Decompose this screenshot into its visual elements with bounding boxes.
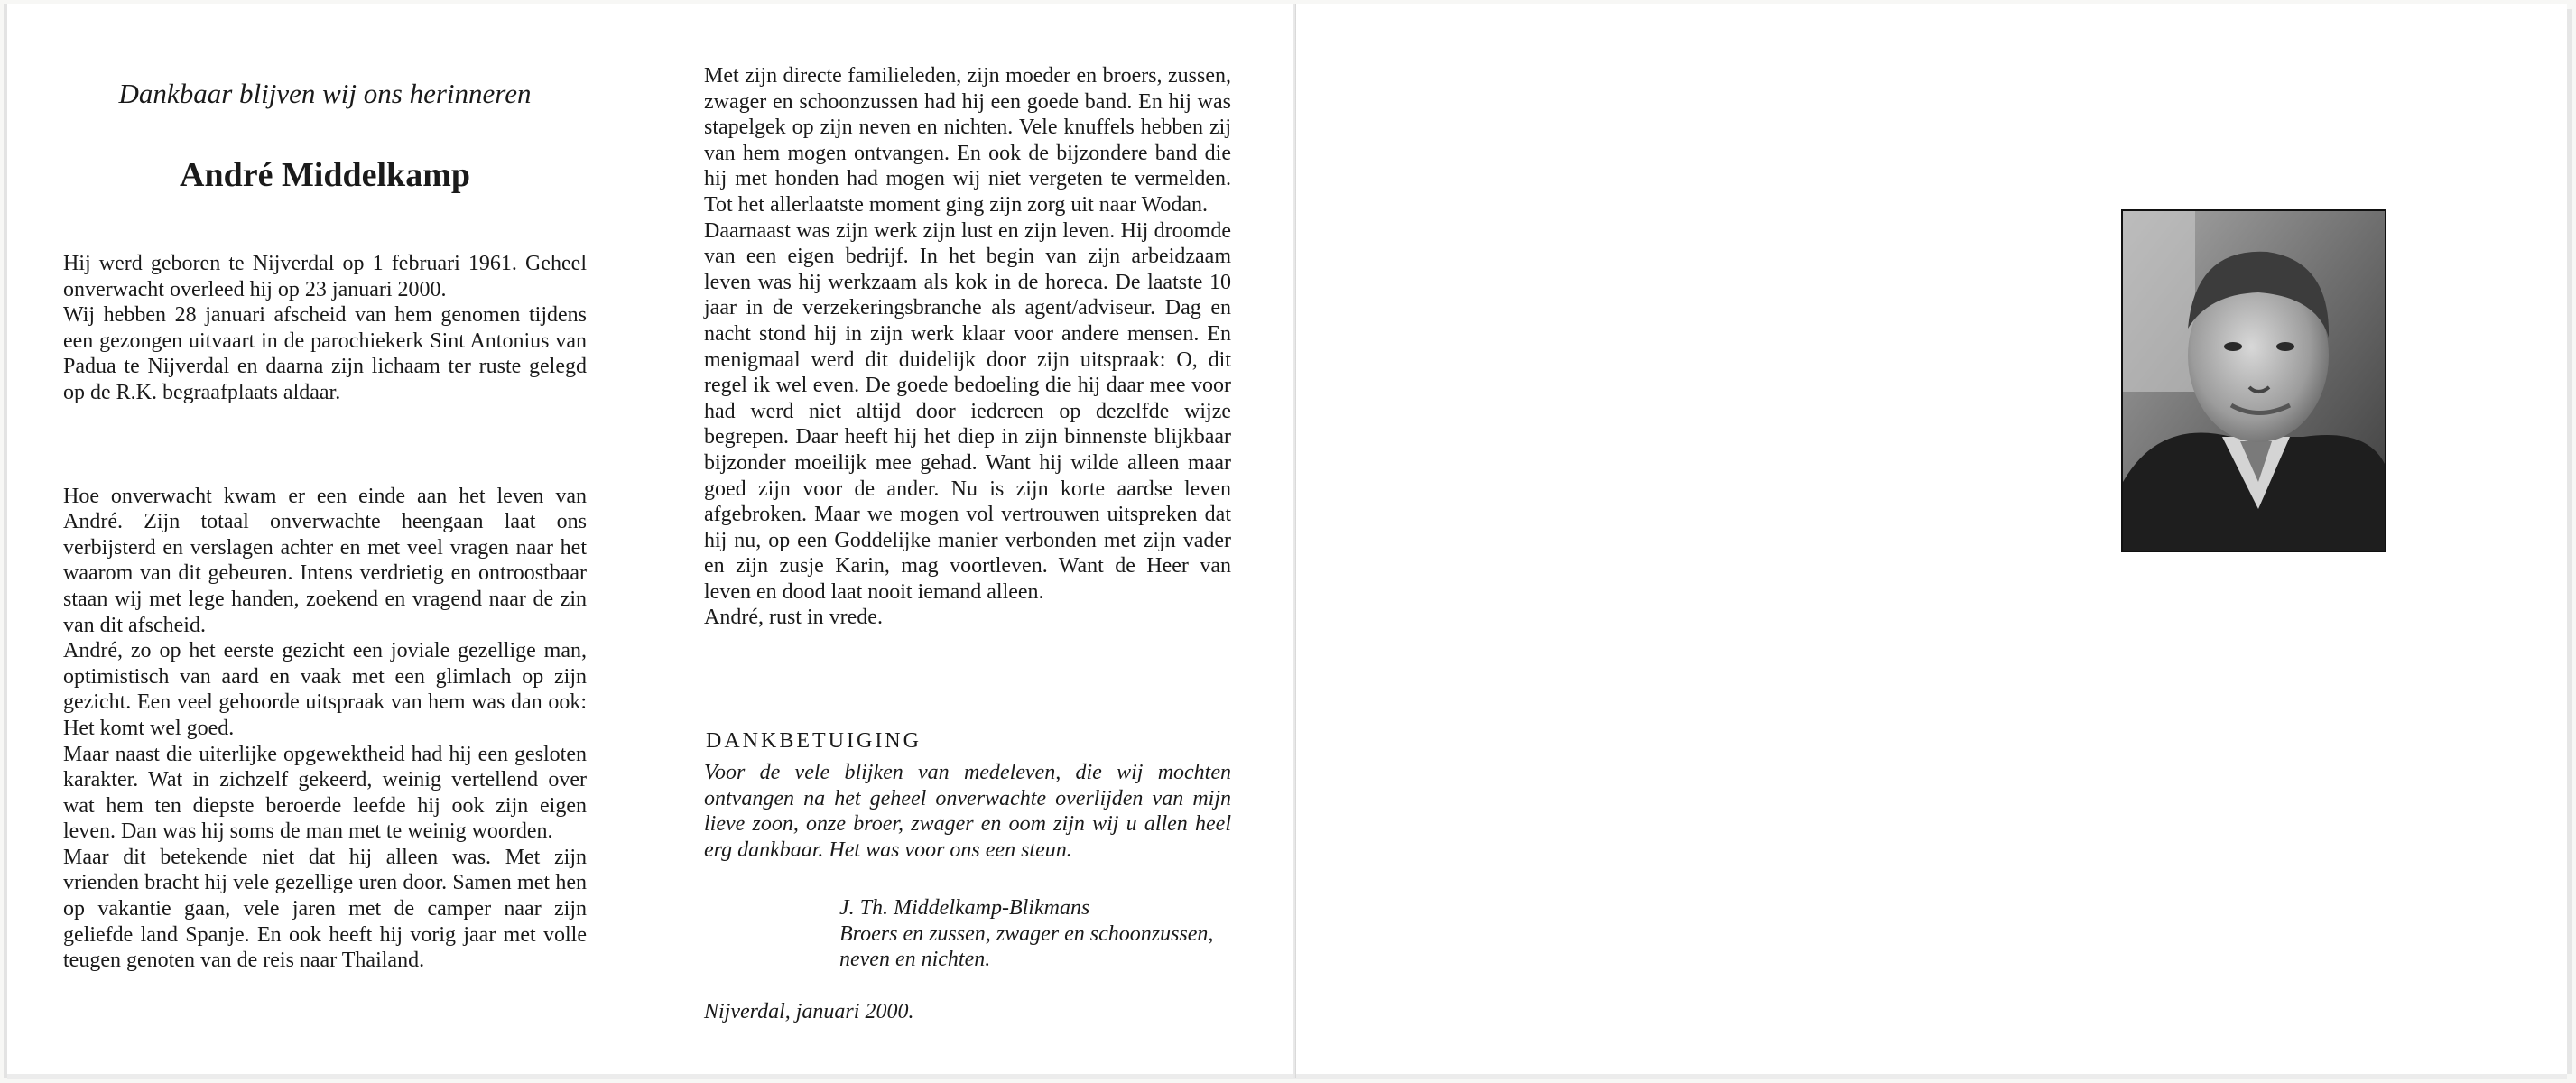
acknowledgement-heading: DANKBETUIGING: [706, 729, 922, 753]
paragraph-birth: Hij werd geboren te Nijverdal op 1 februari 1961. Geheel onverwacht overleed hij op 23 januari 2000.: [63, 252, 587, 301]
paragraph-unexpected: Hoe onverwacht kwam er een einde aan het leven van André. Zijn totaal onverwachte heengaan laat ons verbijsterd en verslagen achter en met veel vragen naar het waarom van dit gebeuren. Intens verdrietig en ontroostbaar staan wij met lege handen, zoekend en vragend naar de zin van dit afscheid.: [63, 484, 587, 637]
signature-line: Broers en zussen, zwager en schoonzussen,: [839, 921, 1214, 946]
paragraph-closed-nature: Maar naast die uiterlijke opgewektheid had hij een gesloten karakter. Wat in zichzelf gekeerd, weinig vertellend over wat hem ten diepste beroerde leefde hij ook zijn eigen leven. Dan was hij soms de man met te weinig woorden.: [63, 742, 587, 844]
card-left-edge: [4, 4, 7, 1078]
card-motto: Dankbaar blijven wij ons herinneren: [118, 78, 532, 109]
paragraph-farewell: André, rust in vrede.: [704, 606, 883, 630]
left-text-column: [63, 251, 587, 974]
right-text-column: [704, 63, 1231, 631]
paragraph-friends: Maar dit betekende niet dat hij alleen was. Met zijn vrienden bracht hij vele gezellige uren door. Samen met hen op vakantie gaan, vele jaren met de camper naar zijn geliefde land Spanje. En ook heeft hij vorig jaar met volle teugen genoten van de reis naar Thailand.: [63, 845, 587, 973]
card-bottom-edge: [7, 1074, 2567, 1079]
paragraph-work: Daarnaast was zijn werk zijn lust en zijn leven. Hij droomde van een eigen bedrijf. In het begin van zijn arbeidzaam leven was hij werkzaam als kok in de horeca. De laatste 10 jaar in de verzekeringsbranche als agent/adviseur. Dag en nacht stond hij in zijn werk klaar voor andere mensen. En menigmaal werd dit duidelijk door zijn uitspraak: O, dit regel ik wel even. De goede bedoeling die hij daar mee voor had werd niet altijd door iedereen op dezelfde wijze begrepen. Daar heeft hij het diep in zijn binnenste blijkbaar bijzonder moeilijk mee gehad. Want hij wilde alleen maar goed zijn voor de ander. Nu is zijn korte aardse leven afgebroken. Maar we mogen vol vertrouwen uitspreken dat hij nu, op een Goddelijke manier verbonden met zijn vader en zijn zusje Karin, mag voortleven. Want de Heer van leven en dood laat nooit iemand alleen.: [704, 218, 1231, 604]
place-date: Nijverdal, januari 2000.: [704, 1000, 914, 1023]
acknowledgement-text: Voor de vele blijken van medeleven, die wij mochten ontvangen na het geheel onverwachte overlijden van mijn lieve zoon, onze broer, zwager en oom zijn wij u allen heel erg dankbaar. Het was voor ons een steun.: [704, 761, 1231, 862]
paragraph-family: Met zijn directe familieleden, zijn moeder en broers, zussen, zwager en schoonzussen had hij een goede band. En hij was stapelgek op zijn neven en nichten. Vele knuffels hebben zij van hem mogen ontvangen. En ook de bijzondere band die hij met honden had mogen wij niet vergeten te vermelden. Tot het allerlaatste moment ging zijn zorg uit naar Wodan.: [704, 64, 1231, 217]
signature-line: neven en nichten.: [839, 948, 991, 972]
portrait-illustration: [2123, 211, 2385, 551]
card-fold: [1293, 4, 1296, 1078]
signature-line: J. Th. Middelkamp-Blikmans: [839, 896, 1090, 920]
card-right-edge: [2567, 9, 2572, 1074]
paragraph-character: André, zo op het eerste gezicht een joviale gezellige man, optimistisch van aard en vaak met een glimlach op zijn gezicht. Een veel gehoorde uitspraak van hem was dan ook: Het komt wel goed.: [63, 639, 587, 740]
deceased-name: André Middelkamp: [180, 156, 470, 194]
signature-block: [839, 895, 1237, 973]
portrait-photo: [2121, 209, 2386, 552]
paragraph-funeral: Wij hebben 28 januari afscheid van hem genomen tijdens een gezongen uitvaart in de parochiekerk Sint Antonius van Padua te Nijverdal en daarna zijn lichaam ter ruste gelegd op de R.K. begraafplaats aldaar.: [63, 303, 587, 404]
